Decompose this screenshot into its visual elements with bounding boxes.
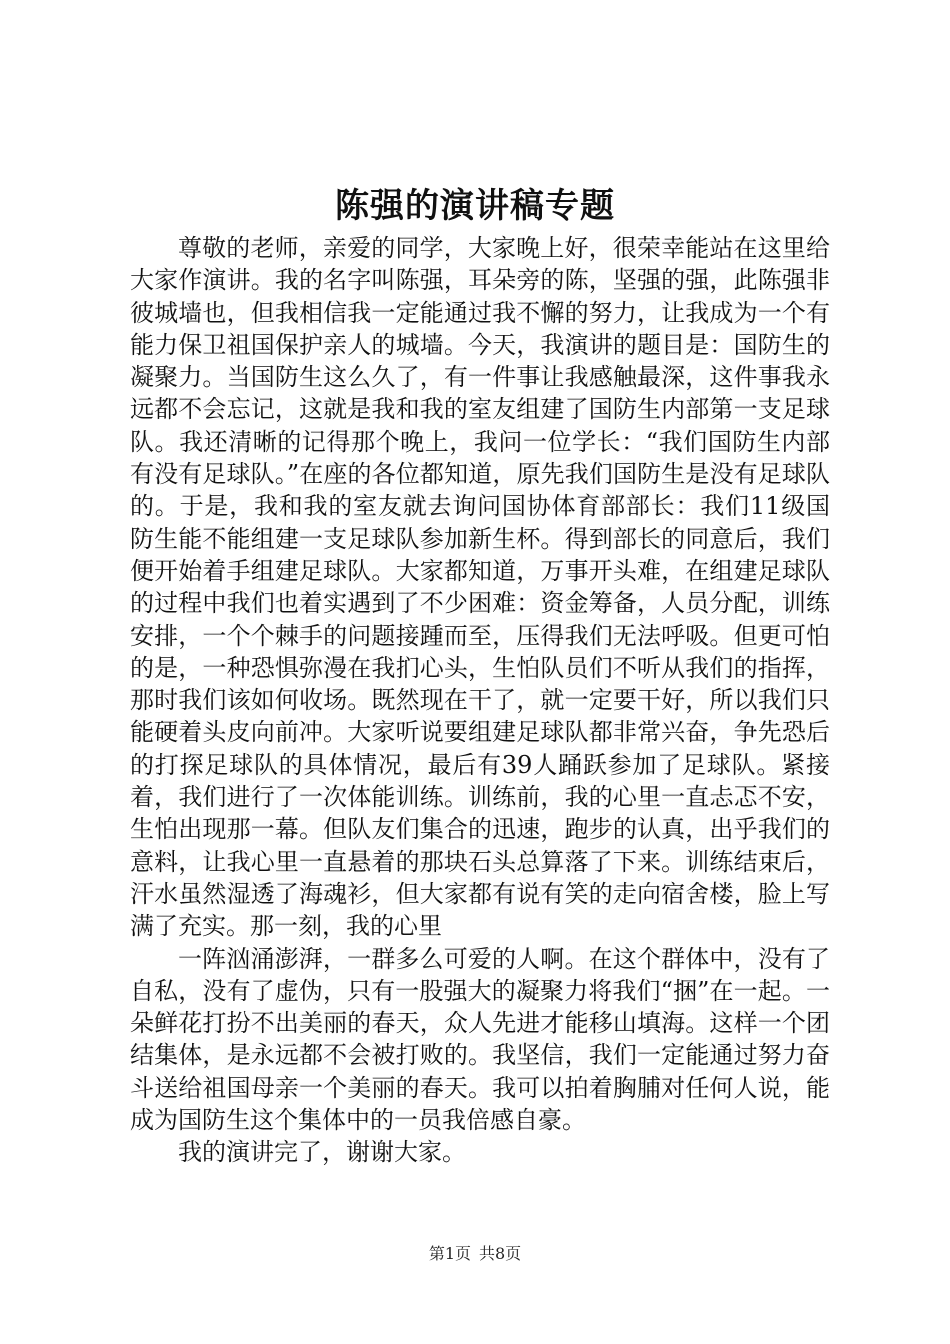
paragraph: 我的演讲完了，谢谢大家。 <box>178 1138 466 1167</box>
document-title: 陈强的演讲稿专题 <box>335 186 615 226</box>
paragraph: 尊敬的老师，亲爱的同学，大家晚上好，很荣幸能站在这里给大家作演讲。我的名字叫陈强，耳朵旁的陈，坚强的强，此陈强非彼城墙也，但我相信我一定能通过我不懈的努力，让我成为一个有能力保卫祖国保护亲人的城墙。今天，我演讲的题目是：国防生的凝聚力。当国防生这么久了，有一件事让我感触最深，这件事我永远都不会忘记，这就是我和我的室友组建了国防生内部第一支足球队。我还清晰的记得那个晚上，我问一位学长：“我们国防生内部有没有足球队。”在座的各位都知道，原先我们国防生是没有足球队的。于是，我和我的室友就去询问国协体育部部长：我们11级国防生能不能组建一支足球队参加新生杯。得到部长的同意后，我们便开始着手组建足球队。大家都知道，万事开头难，在组建足球队的过程中我们也着实遇到了不少困难：资金筹备，人员分配，训练安排，一个个棘手的问题接踵而至，压得我们无法呼吸。但更可怕的是，一种恐惧弥漫在我扪心头，生怕队员们不听从我们的指挥，那时我们该如何收场。既然现在干了，就一定要干好，所以我们只能硬着头皮向前冲。大家听说要组建足球队都非常兴奋，争先恐后的打探足球队的具体情况，最后有39人踊跃参加了足球队。紧接着，我们进行了一次体能训练。训练前，我的心里一直忐忑不安，生怕出现那一幕。但队友们集合的迅速，跑步的认真，出乎我们的意料，让我心里一直悬着的那块石头总算落了下来。训练结束后，汗水虽然湿透了海魂衫，但大家都有说有笑的走向宿舍楼，脸上写满了充实。那一刻，我的心里 <box>130 234 830 941</box>
document-body <box>130 232 830 1169</box>
paragraph: 一阵汹涌澎湃，一群多么可爱的人啊。在这个群体中，没有了自私，没有了虚伪，只有一股强大的凝聚力将我们“捆”在一起。一朵鲜花打扮不出美丽的春天，众人先进才能移山填海。这样一个团结集体，是永远都不会被打败的。我坚信，我们一定能通过努力奋斗送给祖国母亲一个美丽的春天。我可以拍着胸脯对任何人说，能成为国防生这个集体中的一员我倍感自豪。 <box>130 944 830 1135</box>
page-number: 第1页 <box>428 1244 471 1263</box>
page-total: 共8页 <box>479 1244 522 1263</box>
page-footer <box>0 1243 950 1265</box>
